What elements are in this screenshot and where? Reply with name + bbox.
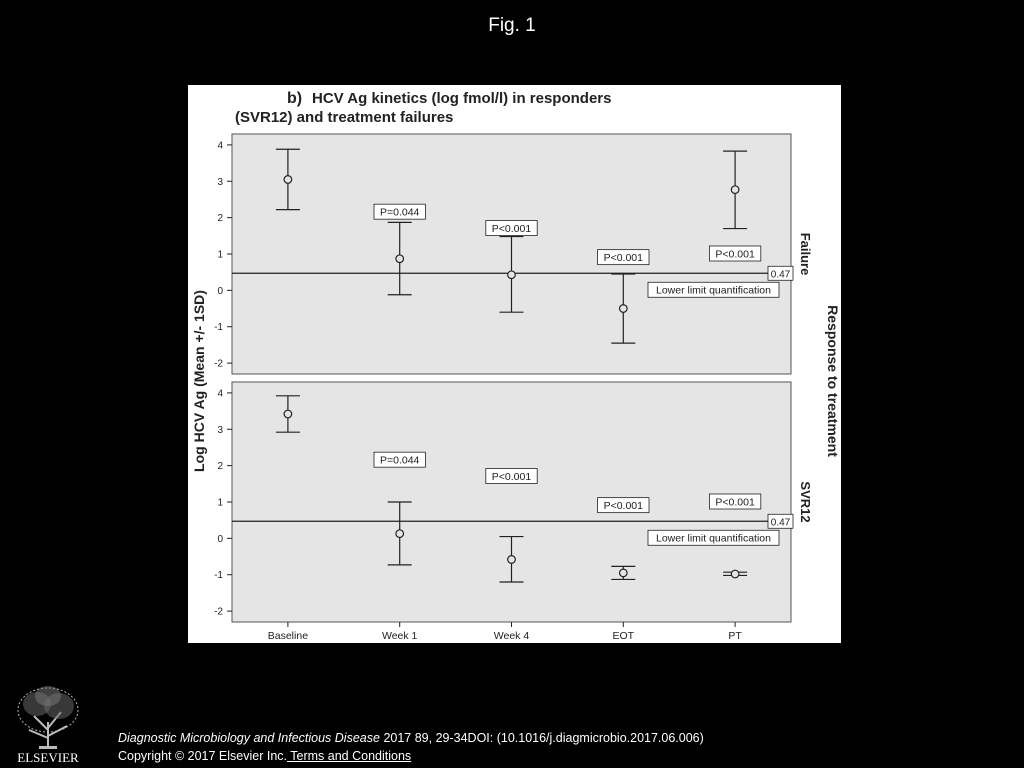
journal-name: Diagnostic Microbiology and Infectious Disease (118, 731, 380, 745)
terms-link[interactable]: Terms and Conditions (287, 749, 412, 763)
elsevier-logo (9, 682, 87, 764)
mean-point (284, 410, 292, 418)
reference-value-label: 0.47 (770, 517, 791, 529)
panel-label: Failure (798, 232, 813, 276)
mean-point (731, 570, 739, 578)
y-tick-label: 1 (217, 497, 223, 509)
figure-label: Fig. 1 (488, 15, 536, 36)
mean-point (284, 176, 292, 184)
lloq-label: Lower limit quantification (656, 284, 771, 297)
elsevier-logo-text: ELSEVIER (17, 750, 79, 764)
reference-value-label: 0.47 (770, 269, 791, 281)
y-axis-label: Log HCV Ag (Mean +/- 1SD) (191, 290, 207, 472)
chart-title-line2: (SVR12) and treatment failures (235, 109, 454, 126)
pvalue-label: P=0.044 (379, 206, 420, 219)
chart-title-line1: HCV Ag kinetics (log fmol/l) in responders (312, 90, 612, 107)
y-tick-label: 1 (217, 249, 223, 261)
panel-svr12 (214, 382, 813, 622)
y-tick-label: -1 (214, 570, 223, 582)
chart-figure (188, 85, 841, 643)
x-tick-label: PT (728, 630, 742, 642)
x-tick-label: EOT (612, 630, 635, 642)
mean-point (396, 530, 404, 538)
x-tick-label: Week 1 (381, 630, 418, 642)
mean-point (396, 255, 404, 263)
right-axis-label: Response to treatment (825, 305, 841, 457)
y-tick-label: -2 (214, 358, 223, 370)
y-tick-label: 0 (217, 285, 223, 297)
copyright (118, 749, 411, 763)
y-tick-label: 0 (217, 533, 223, 545)
copyright-text: Copyright © 2017 Elsevier Inc. (118, 749, 288, 763)
mean-point (620, 305, 628, 313)
panel-label: SVR12 (798, 481, 813, 523)
y-tick-label: 3 (217, 424, 223, 436)
pvalue-label: P<0.001 (603, 252, 644, 265)
lloq-label: Lower limit quantification (656, 532, 771, 545)
y-tick-label: 4 (217, 140, 223, 152)
y-tick-label: 2 (217, 461, 223, 473)
citation-details: 2017 89, 29-34DOI: (10.1016/j.diagmicrobio.2017.06.006) (383, 731, 704, 745)
mean-point (508, 556, 516, 564)
y-tick-label: -1 (214, 322, 223, 334)
pvalue-label: P<0.001 (603, 500, 644, 513)
pvalue-label: P<0.001 (491, 471, 532, 484)
errorbar-chart (188, 85, 841, 643)
y-tick-label: -2 (214, 606, 223, 618)
pvalue-label: P=0.044 (379, 454, 420, 467)
x-tick-label: Week 4 (493, 630, 530, 642)
panel-failure (214, 134, 813, 374)
pvalue-label: P<0.001 (491, 223, 532, 236)
y-tick-label: 4 (217, 388, 223, 400)
y-tick-label: 2 (217, 213, 223, 225)
y-tick-label: 3 (217, 176, 223, 188)
mean-point (731, 186, 739, 194)
plot-area (232, 382, 791, 622)
mean-point (620, 569, 628, 577)
pvalue-label: P<0.001 (715, 248, 755, 261)
chart-title-prefix: b) (287, 90, 303, 107)
x-tick-label: Baseline (267, 630, 309, 642)
mean-point (508, 271, 516, 279)
citation (118, 731, 704, 745)
pvalue-label: P<0.001 (715, 496, 755, 509)
